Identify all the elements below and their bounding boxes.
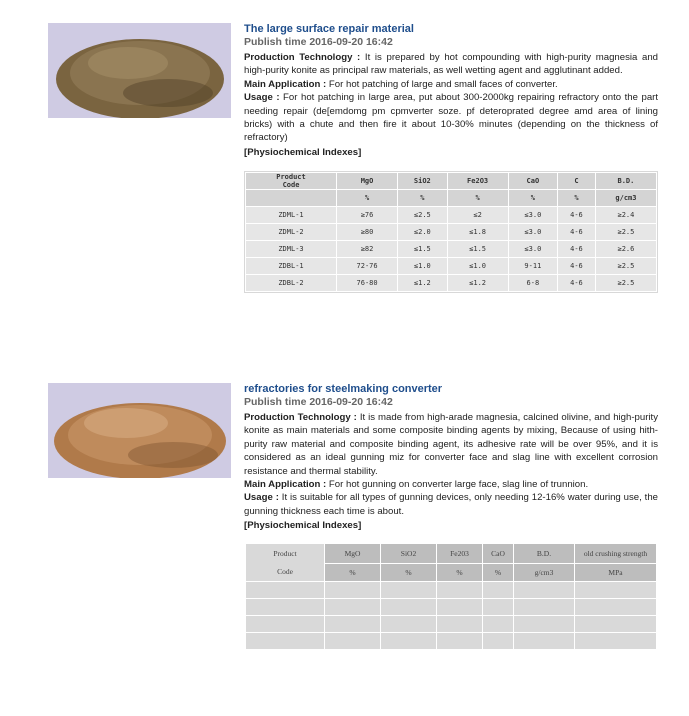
cell: 4-6: [558, 207, 596, 224]
unit-cell: %: [508, 190, 557, 207]
cell: ≤3.0: [508, 207, 557, 224]
table-row: [246, 224, 657, 241]
cell: ≥82: [337, 241, 398, 258]
table-row: [246, 633, 657, 650]
col-header: MgO: [325, 544, 381, 564]
table-row: [246, 275, 657, 292]
cell: ≥2.5: [595, 224, 656, 241]
cell: ≤2: [447, 207, 508, 224]
table-row: [246, 599, 657, 616]
code-header: Product Code: [246, 173, 337, 190]
table-row: [246, 616, 657, 633]
cell: ≤3.0: [508, 224, 557, 241]
col-header: CaO: [483, 544, 514, 564]
row-code: ZDML-2: [246, 224, 337, 241]
cell: 4-6: [558, 241, 596, 258]
product-title[interactable]: The large surface repair material: [244, 23, 414, 35]
unit-cell: %: [447, 190, 508, 207]
unit-cell: %: [381, 564, 437, 582]
cell: ≥2.6: [595, 241, 656, 258]
cell: 76-80: [337, 275, 398, 292]
cell: ≤1.5: [398, 241, 447, 258]
cell: ≤3.0: [508, 241, 557, 258]
cell: ≤2.5: [398, 207, 447, 224]
publish-time: Publish time 2016-09-20 16:42: [244, 396, 393, 408]
unit-cell: %: [398, 190, 447, 207]
cell: ≤1.0: [447, 258, 508, 275]
row-code: ZDML-1: [246, 207, 337, 224]
index-heading: [Physiochemical Indexes]: [244, 520, 362, 532]
col-header: Fe203: [437, 544, 483, 564]
cell: ≤1.8: [447, 224, 508, 241]
unit-cell: %: [437, 564, 483, 582]
table-row: [246, 258, 657, 275]
cell: ≥2.5: [595, 258, 656, 275]
cell: ≥2.5: [595, 275, 656, 292]
row-code: ZDBL-2: [246, 275, 337, 292]
col-header: SiO2: [398, 173, 447, 190]
production-technology: Production Technology : It is made from high-arade magnesia, calcined olivine, and high-purity konite as main materials and some composite binding agents by mixing, Because of using hith-purity raw material and composite binding agent, its adhesive rate will be over 95%, and it is considered as an ideal gunning miz for converter face and slag line with excellent corrosion resistance and thermal stability.: [244, 412, 658, 477]
unit-cell: %: [483, 564, 514, 582]
cell: ≥76: [337, 207, 398, 224]
col-header: C: [558, 173, 596, 190]
code-header: Product Code: [246, 544, 325, 582]
cell: 72-76: [337, 258, 398, 275]
product-1-table: [245, 172, 657, 292]
table-row: [246, 241, 657, 258]
unit-cell: %: [337, 190, 398, 207]
cell: ≤1.5: [447, 241, 508, 258]
product-2-table: [245, 543, 657, 650]
col-header: Fe2O3: [447, 173, 508, 190]
cell: 4-6: [558, 258, 596, 275]
col-header: old crushing strength: [575, 544, 657, 564]
col-header: B.D.: [595, 173, 656, 190]
cell: 4-6: [558, 275, 596, 292]
product-2-info: [244, 383, 658, 533]
cell: 4-6: [558, 224, 596, 241]
unit-cell: MPa: [575, 564, 657, 582]
product-2-photo: [48, 383, 231, 478]
cell: ≤2.0: [398, 224, 447, 241]
production-technology: Production Technology : It is prepared by hot compounding with high-purity magnesia and high-purity konite as principal raw materials, as well wetting agent and agglutinant added.: [244, 52, 658, 77]
cell: 6-8: [508, 275, 557, 292]
col-header: CaO: [508, 173, 557, 190]
table-row: [246, 582, 657, 599]
main-application: Main Application : For hot patching of large and small faces of converter.: [244, 78, 558, 90]
cell: ≤1.2: [398, 275, 447, 292]
product-title[interactable]: refractories for steelmaking converter: [244, 383, 443, 395]
cell: ≥80: [337, 224, 398, 241]
col-header: MgO: [337, 173, 398, 190]
cell: ≤1.2: [447, 275, 508, 292]
publish-time: Publish time 2016-09-20 16:42: [244, 36, 393, 48]
usage: Usage : For hot patching in large area, put about 300-2000kg repairing refractory onto the part needing repair (de[emdomg pm cpmverter soze. pf deteroprated degree amd area of lining bricks) with a chute and then fire it about 10-30% minutes (depending on the thickness of refractory): [244, 92, 659, 144]
cell: ≥2.4: [595, 207, 656, 224]
code-unit-blank: [246, 190, 337, 207]
col-header: B.D.: [514, 544, 575, 564]
unit-cell: g/cm3: [514, 564, 575, 582]
main-application: Main Application : For hot gunning on converter large face, slag line of trunnion.: [244, 479, 589, 491]
product-1-info: [244, 23, 658, 159]
col-header: SiO2: [381, 544, 437, 564]
row-code: ZDBL-1: [246, 258, 337, 275]
table-row: [246, 207, 657, 224]
unit-cell: %: [325, 564, 381, 582]
cell: 9-11: [508, 258, 557, 275]
unit-cell: g/cm3: [595, 190, 656, 207]
index-heading: [Physiochemical Indexes]: [244, 146, 362, 158]
unit-cell: %: [558, 190, 596, 207]
row-code: ZDML-3: [246, 241, 337, 258]
cell: ≤1.0: [398, 258, 447, 275]
usage: Usage : It is suitable for all types of gunning devices, only needing 12-16% water during use, the gunning thickness each time is about.: [244, 492, 659, 517]
product-1-photo: [48, 23, 231, 118]
